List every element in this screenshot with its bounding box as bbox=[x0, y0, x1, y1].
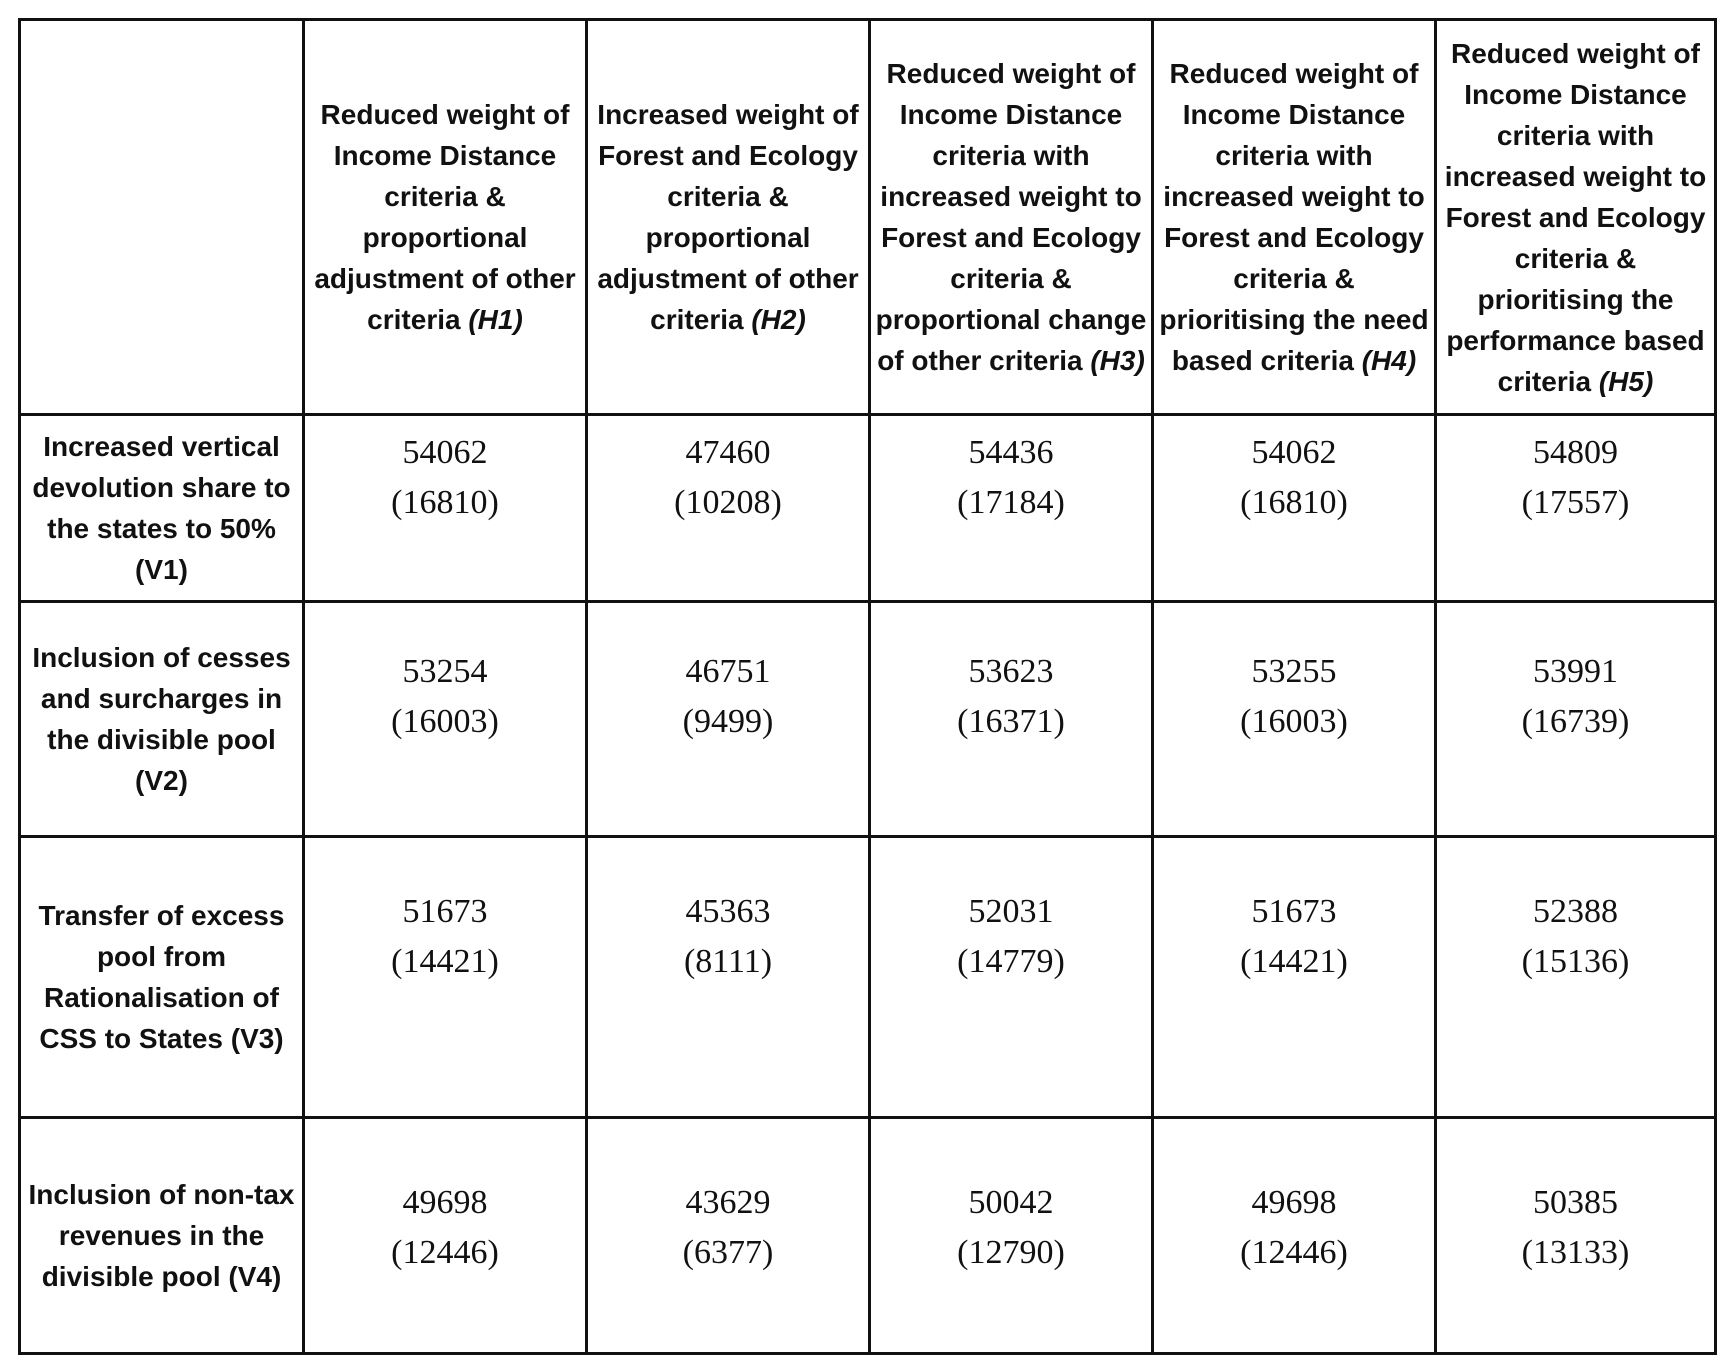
cell-subvalue: (16810) bbox=[391, 484, 499, 521]
value-cell bbox=[304, 415, 587, 602]
cell-subvalue: (12790) bbox=[957, 1233, 1065, 1271]
cell-subvalue: (12446) bbox=[391, 1233, 499, 1271]
value-cell bbox=[304, 1118, 587, 1354]
table-row-v4 bbox=[20, 1118, 1716, 1354]
value-cell bbox=[1153, 1118, 1436, 1354]
value-cell bbox=[1436, 415, 1716, 602]
value-cell bbox=[1436, 602, 1716, 837]
column-header-text: Reduced weight of Income Distance criteria with increased weight to Forest and Ecology criteria & proportional change of other criteria bbox=[875, 58, 1147, 376]
value-cell bbox=[587, 837, 870, 1118]
cell-value: 54062 bbox=[1251, 434, 1337, 471]
cell-subvalue: (17184) bbox=[957, 484, 1065, 521]
cell-value: 53991 bbox=[1533, 653, 1618, 690]
cell-subvalue: (15136) bbox=[1521, 943, 1630, 980]
value-cell bbox=[587, 415, 870, 602]
cell-value: 51673 bbox=[1251, 893, 1337, 930]
cell-value: 53254 bbox=[402, 653, 488, 690]
header-row bbox=[20, 20, 1716, 415]
value-cell bbox=[1153, 602, 1436, 837]
column-header-code: (H3) bbox=[1090, 345, 1145, 376]
cell-value: 43629 bbox=[685, 1183, 771, 1221]
cell-subvalue: (16003) bbox=[1240, 703, 1348, 740]
cell-value: 52388 bbox=[1533, 893, 1618, 930]
cell-value: 50042 bbox=[968, 1183, 1054, 1221]
scenario-table-container bbox=[18, 18, 1714, 1352]
table-row-v1 bbox=[20, 415, 1716, 602]
cell-subvalue: (16810) bbox=[1240, 484, 1348, 521]
value-cell bbox=[870, 602, 1153, 837]
cell-subvalue: (14779) bbox=[957, 943, 1065, 980]
value-cell bbox=[304, 602, 587, 837]
cell-value: 49698 bbox=[402, 1183, 488, 1221]
cell-subvalue: (16003) bbox=[391, 703, 499, 740]
table-row-v3 bbox=[20, 837, 1716, 1118]
cell-subvalue: (14421) bbox=[1240, 943, 1348, 980]
value-cell bbox=[587, 1118, 870, 1354]
value-cell bbox=[870, 837, 1153, 1118]
cell-subvalue: (17557) bbox=[1521, 484, 1630, 521]
cell-value: 52031 bbox=[968, 893, 1054, 930]
cell-value: 46751 bbox=[685, 653, 771, 690]
row-label-v3: Transfer of excess pool from Rationalisation of CSS to States (V3) bbox=[20, 837, 304, 1118]
row-label-v2: Inclusion of cesses and surcharges in the divisible pool (V2) bbox=[20, 602, 304, 837]
cell-subvalue: (16371) bbox=[957, 703, 1065, 740]
cell-subvalue: (6377) bbox=[682, 1233, 774, 1271]
cell-subvalue: (8111) bbox=[683, 943, 773, 980]
cell-subvalue: (10208) bbox=[674, 484, 782, 521]
cell-value: 50385 bbox=[1533, 1183, 1618, 1221]
value-cell bbox=[870, 1118, 1153, 1354]
cell-value: 47460 bbox=[685, 434, 771, 471]
cell-subvalue: (16739) bbox=[1521, 703, 1630, 740]
column-header-h1 bbox=[304, 20, 587, 415]
column-header-h2 bbox=[587, 20, 870, 415]
cell-value: 54062 bbox=[402, 434, 488, 471]
cell-value: 49698 bbox=[1251, 1183, 1337, 1221]
cell-value: 54809 bbox=[1533, 434, 1618, 471]
column-header-code: (H5) bbox=[1598, 365, 1654, 397]
cell-value: 45363 bbox=[685, 893, 771, 930]
column-header-h5 bbox=[1436, 20, 1716, 415]
column-header-code: (H1) bbox=[468, 304, 523, 335]
row-label-v1: Increased vertical devolution share to the states to 50% (V1) bbox=[20, 415, 304, 602]
value-cell bbox=[1153, 837, 1436, 1118]
column-header-h3 bbox=[870, 20, 1153, 415]
row-label-v4: Inclusion of non-tax revenues in the divisible pool (V4) bbox=[20, 1118, 304, 1354]
cell-value: 53623 bbox=[968, 653, 1054, 690]
cell-subvalue: (14421) bbox=[391, 943, 499, 980]
value-cell bbox=[587, 602, 870, 837]
column-header-code: (H4) bbox=[1361, 345, 1417, 376]
value-cell bbox=[304, 837, 587, 1118]
cell-subvalue: (12446) bbox=[1240, 1233, 1348, 1271]
column-header-text: Reduced weight of Income Distance criteria with increased weight to Forest and Ecology criteria & prioritising the performance based criteria bbox=[1444, 37, 1707, 397]
table-row-v2 bbox=[20, 602, 1716, 837]
column-header-text: Increased weight of Forest and Ecology criteria & proportional adjustment of other criteria bbox=[597, 99, 859, 335]
cell-subvalue: (9499) bbox=[682, 703, 774, 740]
cell-value: 51673 bbox=[402, 893, 488, 930]
corner-cell bbox=[20, 20, 304, 415]
value-cell bbox=[1153, 415, 1436, 602]
value-cell bbox=[1436, 1118, 1716, 1354]
cell-value: 53255 bbox=[1251, 653, 1337, 690]
column-header-text: Reduced weight of Income Distance criteria with increased weight to Forest and Ecology criteria & prioritising the need based criteria bbox=[1159, 58, 1429, 376]
value-cell bbox=[870, 415, 1153, 602]
column-header-h4 bbox=[1153, 20, 1436, 415]
column-header-text: Reduced weight of Income Distance criteria & proportional adjustment of other criteria bbox=[314, 99, 576, 335]
cell-subvalue: (13133) bbox=[1521, 1233, 1630, 1271]
cell-value: 54436 bbox=[968, 434, 1054, 471]
column-header-code: (H2) bbox=[751, 304, 806, 335]
scenario-table bbox=[18, 18, 1717, 1355]
value-cell bbox=[1436, 837, 1716, 1118]
